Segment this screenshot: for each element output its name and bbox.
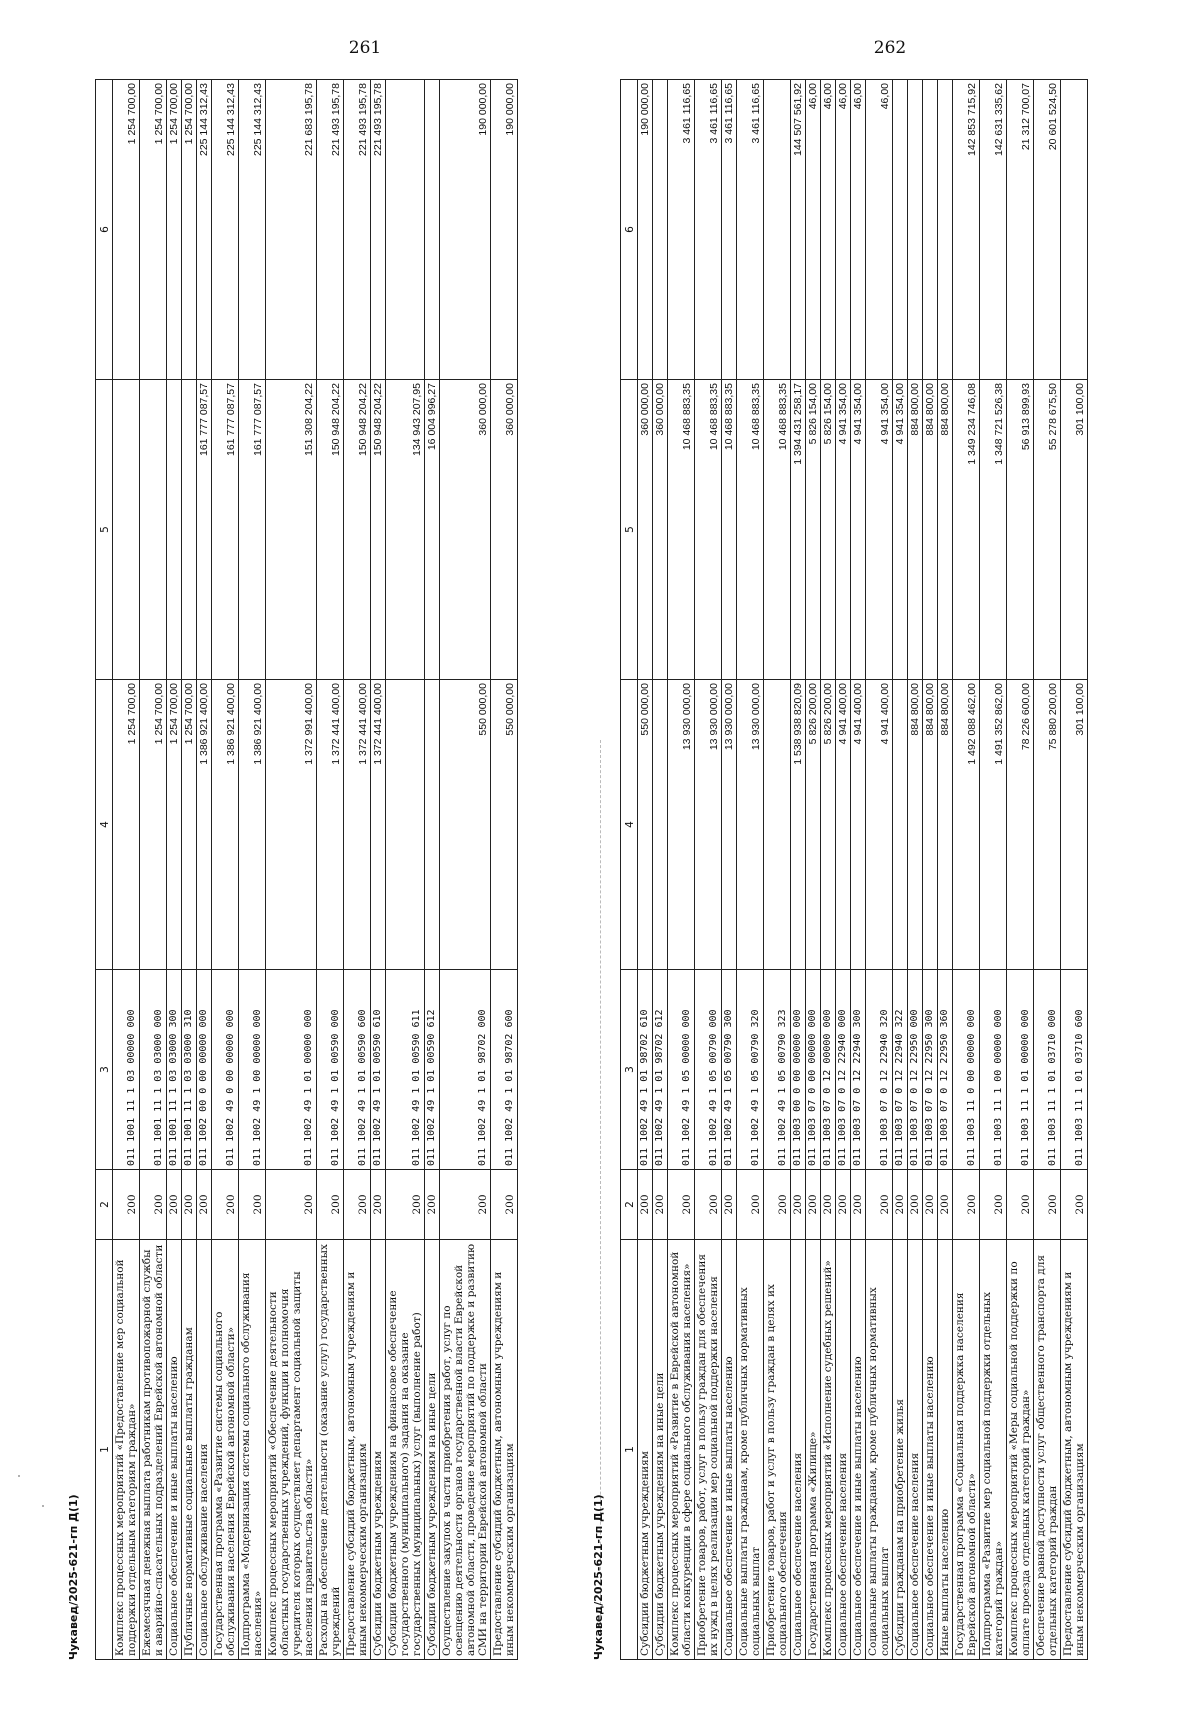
table-row bbox=[695, 80, 722, 1660]
row-code-cell: 200 bbox=[866, 1170, 893, 1240]
row-code-cell: 200 bbox=[980, 1170, 1007, 1240]
row-remainder-cell bbox=[764, 80, 791, 380]
table-row bbox=[1061, 80, 1088, 1660]
row-name-cell: Субсидии бюджетным учреждениям bbox=[638, 1240, 653, 1660]
row-name-cell: Социальное обеспечение и иные выплаты населению bbox=[167, 1240, 182, 1660]
row-classification-cell: 011 1001 11 1 03 03000 310 bbox=[182, 970, 197, 1170]
footer-code: Чукавед/2025-621-гп Д(1) bbox=[67, 1494, 80, 1660]
row-remainder-cell: 190 000,00 bbox=[491, 80, 518, 380]
table-row bbox=[113, 80, 140, 1660]
row-remainder-cell: 142 853 715,92 bbox=[953, 80, 980, 380]
table-body bbox=[113, 80, 518, 1660]
row-classification-cell: 011 1002 49 1 00 00000 000 bbox=[239, 970, 266, 1170]
row-code-cell: 200 bbox=[344, 1170, 371, 1240]
row-remainder-cell: 190 000,00 bbox=[638, 80, 653, 380]
row-code-cell: 200 bbox=[1061, 1170, 1088, 1240]
row-code-cell: 200 bbox=[806, 1170, 821, 1240]
row-classification-cell: 011 1002 49 0 00 00000 000 bbox=[212, 970, 239, 1170]
col-header: 4 bbox=[621, 680, 638, 970]
row-name-cell: Социальное обеспечение и иные выплаты населению bbox=[851, 1240, 866, 1660]
col-header: 1 bbox=[96, 1240, 113, 1660]
row-classification-cell: 011 1003 11 1 01 00000 000 bbox=[1007, 970, 1034, 1170]
col-header: 5 bbox=[96, 380, 113, 680]
table-row bbox=[167, 80, 182, 1660]
row-executed-cell: 10 468 883,35 bbox=[722, 380, 737, 680]
row-code-cell: 200 bbox=[212, 1170, 239, 1240]
row-classification-cell: 011 1001 11 1 03 03000 300 bbox=[167, 970, 182, 1170]
row-name-cell: Комплекс процессных мероприятий «Предоставление мер социальной поддержки отдельным категориям граждан» bbox=[113, 1240, 140, 1660]
row-executed-cell: 884 800,00 bbox=[938, 380, 953, 680]
row-approved-cell: 1 372 441 400,00 bbox=[344, 680, 371, 970]
row-name-cell: Социальные выплаты гражданам, кроме публичных нормативных социальных выплат bbox=[737, 1240, 764, 1660]
row-code-cell: 200 bbox=[113, 1170, 140, 1240]
row-remainder-cell: 46,00 bbox=[806, 80, 821, 380]
row-name-cell: Подпрограмма «Модернизация системы социального обслуживания населения» bbox=[239, 1240, 266, 1660]
row-name-cell: Социальное обслуживание населения bbox=[197, 1240, 212, 1660]
row-name-cell: Приобретение товаров, работ и услуг в пользу граждан в целях их социального обеспечения bbox=[764, 1240, 791, 1660]
row-name-cell: Публичные нормативные социальные выплаты гражданам bbox=[182, 1240, 197, 1660]
row-classification-cell: 011 1002 49 1 05 00790 323 bbox=[764, 970, 791, 1170]
table-row bbox=[344, 80, 371, 1660]
table-row bbox=[182, 80, 197, 1660]
row-classification-cell: 011 1002 49 1 01 00590 612 bbox=[425, 970, 440, 1170]
row-classification-cell: 011 1003 11 1 01 03710 600 bbox=[1061, 970, 1088, 1170]
col-header: 6 bbox=[621, 80, 638, 380]
row-classification-cell: 011 1002 49 1 01 00590 611 bbox=[386, 970, 425, 1170]
row-classification-cell: 011 1003 07 0 12 22950 000 bbox=[908, 970, 923, 1170]
row-name-cell: Расходы на обеспечение деятельности (оказание услуг) государственных учреждений bbox=[317, 1240, 344, 1660]
table-row bbox=[386, 80, 425, 1660]
row-code-cell: 200 bbox=[239, 1170, 266, 1240]
row-name-cell: Социальное обеспечение и иные выплаты населению bbox=[923, 1240, 938, 1660]
row-name-cell: Субсидии бюджетным учреждениям на иные цели bbox=[653, 1240, 668, 1660]
row-classification-cell: 011 1003 11 0 00 00000 000 bbox=[953, 970, 980, 1170]
row-classification-cell: 011 1002 49 1 01 98702 612 bbox=[653, 970, 668, 1170]
row-executed-cell: 16 004 996,27 bbox=[425, 380, 440, 680]
row-executed-cell bbox=[182, 380, 197, 680]
row-executed-cell: 150 948 204,22 bbox=[344, 380, 371, 680]
row-approved-cell: 1 386 921 400,00 bbox=[212, 680, 239, 970]
row-approved-cell: 1 254 700,00 bbox=[113, 680, 140, 970]
row-remainder-cell bbox=[893, 80, 908, 380]
row-name-cell: Комплекс процессных мероприятий «Меры социальной поддержки по оплате проезда отдельных категорий граждан» bbox=[1007, 1240, 1034, 1660]
row-classification-cell: 011 1003 07 0 12 00000 000 bbox=[821, 970, 836, 1170]
row-remainder-cell: 190 000,00 bbox=[440, 80, 491, 380]
row-executed-cell: 55 278 675,50 bbox=[1034, 380, 1061, 680]
row-name-cell: Подпрограмма «Развитие мер социальной поддержки отдельных категорий граждан» bbox=[980, 1240, 1007, 1660]
row-approved-cell: 1 254 700,00 bbox=[167, 680, 182, 970]
row-approved-cell: 4 941 400,00 bbox=[866, 680, 893, 970]
row-code-cell: 200 bbox=[491, 1170, 518, 1240]
row-approved-cell: 1 372 441 400,00 bbox=[317, 680, 344, 970]
row-classification-cell: 011 1002 49 1 01 00590 610 bbox=[371, 970, 386, 1170]
row-name-cell: Комплекс процессных мероприятий «Исполнение судебных решений» bbox=[821, 1240, 836, 1660]
row-remainder-cell: 221 493 195,78 bbox=[344, 80, 371, 380]
row-code-cell: 200 bbox=[836, 1170, 851, 1240]
row-approved-cell: 1 386 921 400,00 bbox=[197, 680, 212, 970]
row-classification-cell: 011 1002 49 1 05 00790 320 bbox=[737, 970, 764, 1170]
row-remainder-cell: 3 461 116,65 bbox=[737, 80, 764, 380]
row-remainder-cell: 1 254 700,00 bbox=[140, 80, 167, 380]
table-row bbox=[938, 80, 953, 1660]
row-name-cell: Предоставление субсидий бюджетным, автономным учреждениям и иным некоммерческим организациям bbox=[491, 1240, 518, 1660]
row-approved-cell: 75 880 200,00 bbox=[1034, 680, 1061, 970]
row-classification-cell: 011 1002 49 1 01 00590 600 bbox=[344, 970, 371, 1170]
row-code-cell: 200 bbox=[953, 1170, 980, 1240]
row-approved-cell: 13 930 000,00 bbox=[722, 680, 737, 970]
row-approved-cell: 4 941 400,00 bbox=[851, 680, 866, 970]
row-approved-cell: 884 800,00 bbox=[908, 680, 923, 970]
row-name-cell: Субсидии бюджетным учреждениям на финансовое обеспечение государственного (муниципального) задания на оказание государственных (муниципальных) услуг (выполнение работ) bbox=[386, 1240, 425, 1660]
table-row bbox=[1007, 80, 1034, 1660]
scan-speck bbox=[18, 1475, 20, 1477]
row-classification-cell: 011 1003 11 1 01 03710 000 bbox=[1034, 970, 1061, 1170]
row-code-cell: 200 bbox=[182, 1170, 197, 1240]
row-code-cell: 200 bbox=[938, 1170, 953, 1240]
row-code-cell: 200 bbox=[668, 1170, 695, 1240]
table-row bbox=[908, 80, 923, 1660]
table-row bbox=[722, 80, 737, 1660]
col-header: 6 bbox=[96, 80, 113, 380]
row-code-cell: 200 bbox=[1034, 1170, 1061, 1240]
row-approved-cell: 1 372 991 400,00 bbox=[266, 680, 317, 970]
table-row bbox=[212, 80, 239, 1660]
row-classification-cell: 011 1002 00 0 00 00000 000 bbox=[197, 970, 212, 1170]
row-code-cell: 200 bbox=[386, 1170, 425, 1240]
page-262 bbox=[592, 37, 1180, 1660]
row-remainder-cell: 1 254 700,00 bbox=[182, 80, 197, 380]
row-code-cell: 200 bbox=[317, 1170, 344, 1240]
table-row bbox=[836, 80, 851, 1660]
row-executed-cell: 301 100,00 bbox=[1061, 380, 1088, 680]
page-number: 261 bbox=[348, 37, 382, 58]
row-executed-cell: 4 941 354,00 bbox=[866, 380, 893, 680]
row-approved-cell: 884 800,00 bbox=[938, 680, 953, 970]
row-classification-cell: 011 1003 11 1 00 00000 000 bbox=[980, 970, 1007, 1170]
row-executed-cell: 360 000,00 bbox=[491, 380, 518, 680]
row-executed-cell: 150 948 204,22 bbox=[317, 380, 344, 680]
table-body bbox=[638, 80, 1088, 1660]
row-remainder-cell: 3 461 116,65 bbox=[695, 80, 722, 380]
table-row bbox=[491, 80, 518, 1660]
row-executed-cell: 161 777 087,57 bbox=[212, 380, 239, 680]
row-remainder-cell: 3 461 116,65 bbox=[722, 80, 737, 380]
row-name-cell: Государственная программа «Жилище» bbox=[806, 1240, 821, 1660]
row-executed-cell: 10 468 883,35 bbox=[668, 380, 695, 680]
row-name-cell: Осуществление закупок в части приобретения работ, услуг по освещению деятельности органов государственной власти Еврейской автономной области, проведение мероприятий по поддержке и развитию СМИ на территории Еврейской автономной области bbox=[440, 1240, 491, 1660]
row-executed-cell bbox=[113, 380, 140, 680]
row-name-cell: Субсидии бюджетным учреждениям на иные цели bbox=[425, 1240, 440, 1660]
page-number: 262 bbox=[873, 37, 907, 58]
row-classification-cell: 011 1003 07 0 12 22940 300 bbox=[851, 970, 866, 1170]
row-code-cell: 200 bbox=[923, 1170, 938, 1240]
table-row bbox=[851, 80, 866, 1660]
table-row bbox=[764, 80, 791, 1660]
col-header: 5 bbox=[621, 380, 638, 680]
row-remainder-cell: 3 461 116,65 bbox=[668, 80, 695, 380]
row-approved-cell: 550 000,00 bbox=[638, 680, 653, 970]
row-code-cell: 200 bbox=[440, 1170, 491, 1240]
row-code-cell: 200 bbox=[266, 1170, 317, 1240]
row-approved-cell: 13 930 000,00 bbox=[695, 680, 722, 970]
table-row bbox=[653, 80, 668, 1660]
row-executed-cell bbox=[167, 380, 182, 680]
col-header: 3 bbox=[621, 970, 638, 1170]
table-row bbox=[980, 80, 1007, 1660]
row-name-cell: Предоставление субсидий бюджетным, автономным учреждениям и иным некоммерческим организациям bbox=[344, 1240, 371, 1660]
row-name-cell: Комплекс процессных мероприятий «Развитие в Еврейской автономной области конкуренции в сфере социального обслуживания населения» bbox=[668, 1240, 695, 1660]
row-executed-cell: 134 943 207,95 bbox=[386, 380, 425, 680]
row-executed-cell: 884 800,00 bbox=[908, 380, 923, 680]
header-row bbox=[621, 80, 638, 1660]
row-approved-cell: 884 800,00 bbox=[923, 680, 938, 970]
row-executed-cell bbox=[140, 380, 167, 680]
row-approved-cell bbox=[386, 680, 425, 970]
col-header: 3 bbox=[96, 970, 113, 1170]
row-remainder-cell bbox=[938, 80, 953, 380]
row-remainder-cell: 225 144 312,43 bbox=[197, 80, 212, 380]
row-remainder-cell: 46,00 bbox=[836, 80, 851, 380]
row-approved-cell: 1 254 700,00 bbox=[140, 680, 167, 970]
row-classification-cell: 011 1003 07 0 12 22950 300 bbox=[923, 970, 938, 1170]
row-executed-cell: 161 777 087,57 bbox=[197, 380, 212, 680]
row-executed-cell: 10 468 883,35 bbox=[737, 380, 764, 680]
row-name-cell: Иные выплаты населению bbox=[938, 1240, 953, 1660]
row-code-cell: 200 bbox=[821, 1170, 836, 1240]
row-remainder-cell bbox=[1061, 80, 1088, 380]
row-approved-cell: 550 000,00 bbox=[491, 680, 518, 970]
row-classification-cell: 011 1002 49 1 01 98702 000 bbox=[440, 970, 491, 1170]
row-classification-cell: 011 1003 00 0 00 00000 000 bbox=[791, 970, 806, 1170]
row-classification-cell: 011 1003 07 0 12 22940 322 bbox=[893, 970, 908, 1170]
row-code-cell: 200 bbox=[167, 1170, 182, 1240]
row-executed-cell: 1 348 721 526,38 bbox=[980, 380, 1007, 680]
table-row bbox=[923, 80, 938, 1660]
table-row bbox=[371, 80, 386, 1660]
row-executed-cell: 5 826 154,00 bbox=[821, 380, 836, 680]
row-code-cell: 200 bbox=[1007, 1170, 1034, 1240]
row-code-cell: 200 bbox=[908, 1170, 923, 1240]
row-approved-cell: 1 254 700,00 bbox=[182, 680, 197, 970]
header-row bbox=[96, 80, 113, 1660]
row-approved-cell bbox=[764, 680, 791, 970]
row-name-cell: Социальное обеспечение и иные выплаты населению bbox=[722, 1240, 737, 1660]
table-row bbox=[668, 80, 695, 1660]
col-header: 1 bbox=[621, 1240, 638, 1660]
row-executed-cell: 1 394 431 258,17 bbox=[791, 380, 806, 680]
row-name-cell: Ежемесячная денежная выплата работникам противопожарной службы и аварийно-спасательных подразделений Еврейской автономной области bbox=[140, 1240, 167, 1660]
row-classification-cell: 011 1002 49 1 01 00590 000 bbox=[317, 970, 344, 1170]
table-row bbox=[791, 80, 806, 1660]
row-name-cell: Комплекс процессных мероприятий «Обеспечение деятельности областных государственных учреждений, функции и полномочия учредителя которых осуществляет департамент социальной защиты населения правительства области» bbox=[266, 1240, 317, 1660]
table-row bbox=[266, 80, 317, 1660]
row-remainder-cell: 221 493 195,78 bbox=[317, 80, 344, 380]
table-row bbox=[638, 80, 653, 1660]
row-approved-cell bbox=[653, 680, 668, 970]
table-row bbox=[317, 80, 344, 1660]
row-code-cell: 200 bbox=[851, 1170, 866, 1240]
row-executed-cell: 884 800,00 bbox=[923, 380, 938, 680]
row-name-cell: Обеспечение равной доступности услуг общественного транспорта для отдельных категорий граждан bbox=[1034, 1240, 1061, 1660]
row-approved-cell: 1 538 938 820,09 bbox=[791, 680, 806, 970]
row-code-cell: 200 bbox=[425, 1170, 440, 1240]
row-remainder-cell: 142 631 335,62 bbox=[980, 80, 1007, 380]
row-name-cell: Субсидии бюджетным учреждениям bbox=[371, 1240, 386, 1660]
row-classification-cell: 011 1002 49 1 05 00790 000 bbox=[695, 970, 722, 1170]
row-remainder-cell: 225 144 312,43 bbox=[212, 80, 239, 380]
row-executed-cell: 360 000,00 bbox=[440, 380, 491, 680]
row-classification-cell: 011 1003 07 0 12 22940 320 bbox=[866, 970, 893, 1170]
table-row bbox=[140, 80, 167, 1660]
row-code-cell: 200 bbox=[737, 1170, 764, 1240]
table-row bbox=[806, 80, 821, 1660]
row-code-cell: 200 bbox=[197, 1170, 212, 1240]
row-remainder-cell: 20 601 524,50 bbox=[1034, 80, 1061, 380]
table-row bbox=[737, 80, 764, 1660]
row-code-cell: 200 bbox=[722, 1170, 737, 1240]
row-approved-cell: 1 386 921 400,00 bbox=[239, 680, 266, 970]
row-classification-cell: 011 1002 49 1 05 00000 000 bbox=[668, 970, 695, 1170]
row-classification-cell: 011 1003 07 0 00 00000 000 bbox=[806, 970, 821, 1170]
row-approved-cell: 550 000,00 bbox=[440, 680, 491, 970]
row-code-cell: 200 bbox=[893, 1170, 908, 1240]
row-approved-cell: 1 491 352 862,00 bbox=[980, 680, 1007, 970]
row-classification-cell: 011 1002 49 1 01 98702 610 bbox=[638, 970, 653, 1170]
row-remainder-cell: 46,00 bbox=[866, 80, 893, 380]
row-name-cell: Социальные выплаты гражданам, кроме публичных нормативных социальных выплат bbox=[866, 1240, 893, 1660]
row-approved-cell: 5 826 200,00 bbox=[821, 680, 836, 970]
col-header: 2 bbox=[621, 1170, 638, 1240]
row-name-cell: Социальное обеспечение населения bbox=[908, 1240, 923, 1660]
row-approved-cell: 301 100,00 bbox=[1061, 680, 1088, 970]
scan-speck bbox=[42, 1505, 44, 1507]
row-approved-cell: 78 226 600,00 bbox=[1007, 680, 1034, 970]
row-executed-cell: 360 000,00 bbox=[653, 380, 668, 680]
row-remainder-cell bbox=[386, 80, 425, 380]
row-approved-cell: 13 930 000,00 bbox=[737, 680, 764, 970]
table-row bbox=[893, 80, 908, 1660]
row-code-cell: 200 bbox=[653, 1170, 668, 1240]
row-executed-cell: 5 826 154,00 bbox=[806, 380, 821, 680]
row-remainder-cell: 144 507 561,92 bbox=[791, 80, 806, 380]
row-executed-cell: 151 308 204,22 bbox=[266, 380, 317, 680]
table-row bbox=[440, 80, 491, 1660]
row-code-cell: 200 bbox=[764, 1170, 791, 1240]
row-code-cell: 200 bbox=[371, 1170, 386, 1240]
row-classification-cell: 011 1003 07 0 12 22950 360 bbox=[938, 970, 953, 1170]
row-remainder-cell: 1 254 700,00 bbox=[113, 80, 140, 380]
col-header: 2 bbox=[96, 1170, 113, 1240]
row-classification-cell: 011 1002 49 1 01 00000 000 bbox=[266, 970, 317, 1170]
row-remainder-cell bbox=[908, 80, 923, 380]
row-name-cell: Государственная программа «Социальная поддержка населения Еврейской автономной области» bbox=[953, 1240, 980, 1660]
col-header: 4 bbox=[96, 680, 113, 970]
row-remainder-cell bbox=[653, 80, 668, 380]
row-classification-cell: 011 1003 07 0 12 22940 000 bbox=[836, 970, 851, 1170]
row-remainder-cell: 225 144 312,43 bbox=[239, 80, 266, 380]
row-code-cell: 200 bbox=[695, 1170, 722, 1240]
row-name-cell: Социальное обеспечение населения bbox=[836, 1240, 851, 1660]
table-row bbox=[866, 80, 893, 1660]
row-approved-cell bbox=[425, 680, 440, 970]
table-row bbox=[239, 80, 266, 1660]
row-executed-cell: 4 941 354,00 bbox=[893, 380, 908, 680]
row-executed-cell: 10 468 883,35 bbox=[695, 380, 722, 680]
row-code-cell: 200 bbox=[638, 1170, 653, 1240]
row-remainder-cell: 1 254 700,00 bbox=[167, 80, 182, 380]
table-row bbox=[1034, 80, 1061, 1660]
row-classification-cell: 011 1001 11 1 03 03000 000 bbox=[140, 970, 167, 1170]
row-approved-cell bbox=[893, 680, 908, 970]
row-executed-cell: 360 000,00 bbox=[638, 380, 653, 680]
row-name-cell: Государственная программа «Развитие системы социального обслуживания населения Еврейской автономной области» bbox=[212, 1240, 239, 1660]
row-remainder-cell: 221 493 195,78 bbox=[371, 80, 386, 380]
budget-table bbox=[95, 79, 518, 1660]
row-classification-cell: 011 1002 49 1 05 00790 300 bbox=[722, 970, 737, 1170]
row-classification-cell: 011 1001 11 1 03 00000 000 bbox=[113, 970, 140, 1170]
row-approved-cell: 1 372 441 400,00 bbox=[371, 680, 386, 970]
row-remainder-cell: 21 312 700,07 bbox=[1007, 80, 1034, 380]
page-number-box bbox=[95, 30, 655, 70]
row-executed-cell: 161 777 087,57 bbox=[239, 380, 266, 680]
footer-code: Чукавед/2025-621-гп Д(1) bbox=[592, 1494, 605, 1660]
row-executed-cell: 150 948 204,22 bbox=[371, 380, 386, 680]
table-row bbox=[821, 80, 836, 1660]
row-classification-cell: 011 1002 49 1 01 98702 600 bbox=[491, 970, 518, 1170]
page-number-box bbox=[620, 30, 1180, 70]
row-approved-cell: 5 826 200,00 bbox=[806, 680, 821, 970]
row-executed-cell: 10 468 883,35 bbox=[764, 380, 791, 680]
row-executed-cell: 1 349 234 746,08 bbox=[953, 380, 980, 680]
row-remainder-cell: 46,00 bbox=[821, 80, 836, 380]
row-name-cell: Социальное обеспечение населения bbox=[791, 1240, 806, 1660]
row-executed-cell: 4 941 354,00 bbox=[836, 380, 851, 680]
table-row bbox=[425, 80, 440, 1660]
table-row bbox=[953, 80, 980, 1660]
row-remainder-cell bbox=[923, 80, 938, 380]
row-approved-cell: 13 930 000,00 bbox=[668, 680, 695, 970]
row-executed-cell: 4 941 354,00 bbox=[851, 380, 866, 680]
row-remainder-cell bbox=[425, 80, 440, 380]
row-code-cell: 200 bbox=[140, 1170, 167, 1240]
table-row bbox=[197, 80, 212, 1660]
row-executed-cell: 56 913 899,93 bbox=[1007, 380, 1034, 680]
budget-table bbox=[620, 79, 1088, 1660]
page-261 bbox=[67, 37, 655, 1660]
row-name-cell: Предоставление субсидий бюджетным, автономным учреждениям и иным некоммерческим организациям bbox=[1061, 1240, 1088, 1660]
row-name-cell: Субсидии гражданам на приобретение жилья bbox=[893, 1240, 908, 1660]
row-remainder-cell: 221 683 195,78 bbox=[266, 80, 317, 380]
row-code-cell: 200 bbox=[791, 1170, 806, 1240]
row-approved-cell: 1 492 088 462,00 bbox=[953, 680, 980, 970]
row-approved-cell: 4 941 400,00 bbox=[836, 680, 851, 970]
row-name-cell: Приобретение товаров, работ, услуг в пользу граждан для обеспечения их нужд в целях реализации мер социальной поддержки населения bbox=[695, 1240, 722, 1660]
row-remainder-cell: 46,00 bbox=[851, 80, 866, 380]
